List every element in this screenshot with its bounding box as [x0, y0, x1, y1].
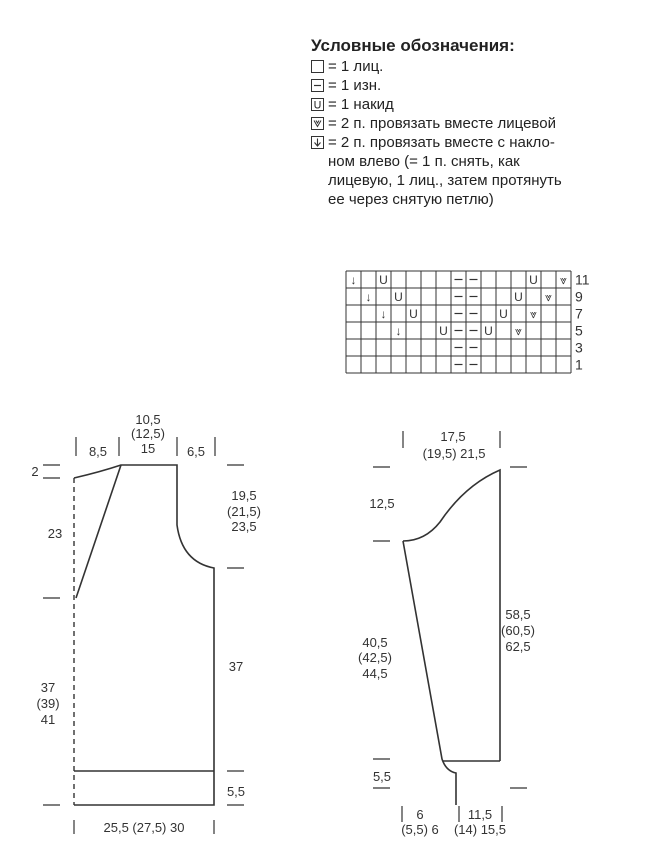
chart-yarn-over-mark: U: [484, 324, 493, 338]
legend-item-ssk: = 2 п. провязать вместе с накло- ном влево (= 1 п. снять, как лицевую, 1 лиц., затем протянуть ее через снятую петлю): [311, 133, 661, 209]
label-neck-depth: 2: [31, 464, 39, 479]
chart-row-label: 3: [575, 339, 583, 356]
label-neck-width-2: (12,5): [131, 426, 165, 441]
legend-item-yarn-over: = 1 накид: [311, 95, 661, 114]
chart-ssk-mark: ↓: [395, 324, 402, 338]
sleeve-outline: [403, 470, 500, 805]
chart-k2tog-mark: ⩔: [530, 307, 537, 321]
chart-row-label: 11: [575, 271, 590, 288]
label-side-length: 37: [228, 659, 244, 674]
chart-ssk-mark: ↓: [350, 273, 357, 287]
label-length-total-1: 58,5: [505, 607, 531, 622]
label-top-shoulder: 8,5: [88, 444, 108, 459]
label-armhole-3: 23,5: [231, 519, 257, 534]
label-left-length-3: 41: [40, 712, 56, 727]
chart-yarn-over-mark: U: [529, 273, 538, 287]
label-left-side: 23: [47, 526, 63, 541]
chart-ssk-mark: ↓: [365, 290, 372, 304]
label-length-inner-3: 44,5: [362, 666, 388, 681]
chart-row-label: 7: [575, 305, 583, 322]
label-neck-width-3: 15: [140, 441, 156, 456]
chart-k2tog-mark: ⩔: [560, 273, 567, 287]
label-length-inner-1: 40,5: [362, 635, 388, 650]
label-length-inner-2: (42,5): [358, 650, 392, 665]
label-sleeve-top-1: 17,5: [440, 429, 466, 444]
body-outline: [74, 465, 214, 805]
legend-title: Условные обозначения:: [311, 36, 515, 55]
chart-yarn-over-mark: U: [379, 273, 388, 287]
chart-yarn-over-mark: U: [499, 307, 508, 321]
label-bottom-left-1: 6: [416, 807, 424, 822]
chart-yarn-over-mark: U: [409, 307, 418, 321]
chart-k2tog-mark: ⩔: [515, 324, 522, 338]
legend-item-purl: = 1 изн.: [311, 76, 661, 95]
legend-item-k2tog: = 2 п. провязать вместе лицевой: [311, 114, 661, 133]
label-length-total-2: (60,5): [501, 623, 535, 638]
label-bottom-right-2: (14) 15,5: [453, 822, 507, 837]
label-armhole-1: 19,5: [231, 488, 257, 503]
body-schematic: [0, 0, 330, 866]
chart-row-label: 9: [575, 288, 583, 305]
legend-item-knit: = 1 лиц.: [311, 57, 661, 76]
label-top-right: 6,5: [186, 444, 206, 459]
chart-row-label: 5: [575, 322, 583, 339]
label-bottom-left-2: (5,5) 6: [401, 822, 439, 837]
chart-yarn-over-mark: U: [514, 290, 523, 304]
label-armhole-2: (21,5): [227, 504, 261, 519]
label-cap-height: 12,5: [369, 496, 395, 511]
label-left-length-2: (39): [36, 696, 60, 711]
chart-row-label: 1: [575, 356, 583, 373]
chart-yarn-over-mark: U: [439, 324, 448, 338]
sleeve-schematic: [330, 0, 669, 866]
chart-k2tog-mark: ⩔: [545, 290, 552, 304]
label-cuff-height: 5,5: [372, 769, 392, 784]
label-rib-height: 5,5: [226, 784, 246, 799]
label-neck-width-1: 10,5: [135, 412, 161, 427]
label-length-total-3: 62,5: [505, 639, 531, 654]
label-bottom-right-1: 11,5: [467, 807, 493, 822]
label-sleeve-top-2: (19,5) 21,5: [422, 446, 486, 461]
chart-ssk-mark: ↓: [380, 307, 387, 321]
label-left-length-1: 37: [40, 680, 56, 695]
label-bottom-width: 25,5 (27,5) 30: [103, 820, 185, 835]
chart-yarn-over-mark: U: [394, 290, 403, 304]
